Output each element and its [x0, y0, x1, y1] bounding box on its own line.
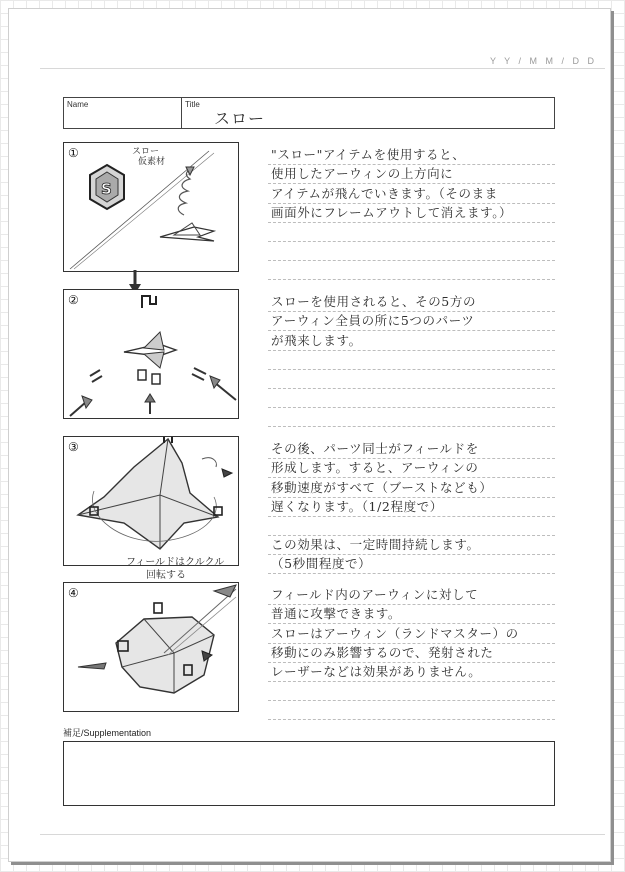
header-box [63, 97, 555, 129]
sketch-label-item: スロー 仮素材 [132, 147, 166, 167]
notes-block-1[interactable] [268, 146, 555, 280]
note-line: スローを使用されると、その5方の [271, 294, 477, 310]
panel-number: ③ [68, 440, 79, 454]
sketch-label-rotate: フィールドはクルクル [126, 557, 225, 566]
title-label: Title [185, 100, 200, 109]
supplementation-box[interactable] [63, 741, 555, 806]
title-value: スロー [214, 109, 266, 128]
note-line: 使用したアーウィンの上方向に [271, 166, 454, 182]
note-line: が飛来します。 [271, 332, 362, 348]
slow-item-letter: S [101, 180, 112, 198]
header-rule [40, 68, 605, 69]
name-label: Name [67, 100, 89, 109]
panel-number: ① [68, 146, 79, 160]
notes-block-3[interactable] [268, 440, 555, 574]
note-line: "スロー"アイテムを使用すると、 [271, 147, 466, 163]
note-line: この効果は、一定時間持続します。 [271, 537, 480, 553]
note-line: 移動にのみ影響するので、発射された [271, 644, 494, 660]
storyboard-panel-4 [63, 582, 239, 712]
panel-2-sketch [64, 290, 238, 418]
storyboard-panel-2 [63, 289, 239, 419]
panel-4-sketch [64, 583, 238, 711]
note-line: 遅くなります。（1/2程度で） [271, 498, 443, 514]
note-line: アーウィン全員の所に5つのパーツ [271, 313, 475, 329]
storyboard-panel-3 [63, 436, 239, 566]
note-line: 形成します。すると、アーウィンの [271, 460, 479, 476]
note-line: 普通に攻撃できます。 [271, 606, 402, 622]
footer-rule [40, 834, 605, 835]
sketch-label-rotate-2: 回転する [146, 570, 186, 581]
note-line: その後、パーツ同士がフィールドを [271, 441, 479, 457]
note-line: 画面外にフレームアウトして消えます。） [271, 204, 513, 220]
notes-block-4[interactable] [268, 586, 555, 720]
panel-number: ④ [68, 586, 79, 600]
storyboard-panel-1 [63, 142, 239, 272]
note-line: スローはアーウィン（ランドマスター）の [271, 625, 519, 641]
note-line: （5秒間程度で） [271, 556, 372, 572]
supplementation-label: 補足/Supplementation [63, 728, 152, 738]
notes-block-2[interactable] [268, 293, 555, 427]
title-field[interactable] [182, 98, 554, 128]
note-line: フィールド内のアーウィンに対して [271, 587, 479, 603]
note-line: 移動速度がすべて（ブーストなども） [271, 479, 493, 495]
panel-number: ② [68, 293, 79, 307]
name-field[interactable] [64, 98, 182, 128]
note-line: アイテムが飛んでいきます。（そのまま [271, 185, 498, 201]
note-line: レーザーなどは効果がありません。 [271, 663, 482, 679]
date-field: Y Y / M M / D D [489, 56, 597, 66]
panel-3-sketch [64, 437, 238, 565]
